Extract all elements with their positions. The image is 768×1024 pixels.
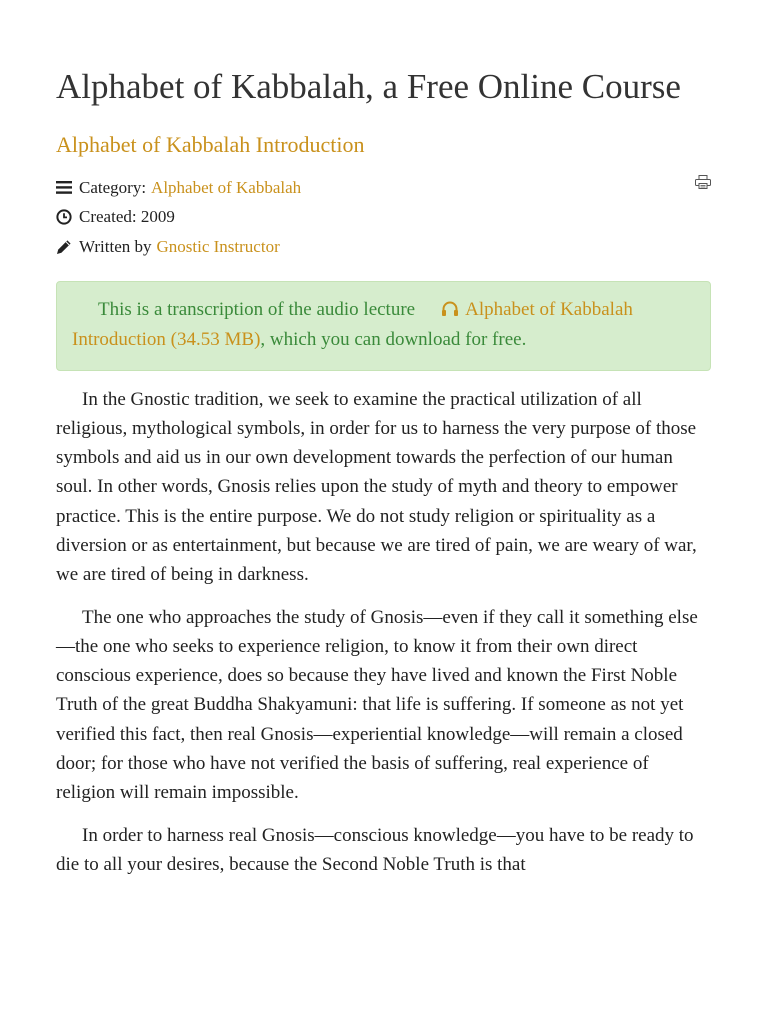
- print-icon[interactable]: [695, 175, 711, 189]
- written-label: Written by: [79, 236, 152, 256]
- article-body: [56, 385, 711, 880]
- meta-created: [56, 203, 711, 233]
- notice-text: This is a transcription of the audio lecture: [98, 298, 416, 320]
- created-label: Created: 2009: [79, 207, 175, 227]
- pencil-icon: [56, 239, 72, 255]
- meta-category: [56, 173, 711, 203]
- body-paragraph: The one who approaches the study of Gnosis—even if they call it something else—the one who seeks to experience religion, to know it from their own direct conscious experience, does so because they have lived and known the First Noble Truth of the great Buddha Shakyamuni: that life is suffering. If someone as not yet verified this fact, then real Gnosis—experiential knowledge—will remain a closed door; for those who have not verified the basis of suffering, real experience of religion will remain impossible.: [56, 606, 698, 804]
- category-label: Category:: [79, 177, 147, 197]
- body-paragraph: In order to harness real Gnosis—conscious knowledge—you have to be ready to die to all your desires, because the Second Noble Truth is that: [56, 824, 694, 875]
- author-link[interactable]: Gnostic Instructor: [156, 236, 280, 256]
- article-subtitle-link[interactable]: Alphabet of Kabbalah Introduction: [56, 132, 365, 157]
- page-title: Alphabet of Kabbalah, a Free Online Course: [56, 67, 681, 106]
- notice-text-after: , which you can download for free.: [260, 328, 527, 350]
- category-link[interactable]: Alphabet of Kabbalah: [151, 177, 302, 197]
- audio-link-text: Alphabet of Kabbalah Introduction (34.53 MB): [72, 298, 633, 350]
- article-subtitle: [56, 131, 711, 159]
- clock-icon: [56, 209, 72, 225]
- audio-notice: [56, 281, 711, 371]
- article-meta: [56, 173, 711, 262]
- headphones-icon: [441, 297, 461, 313]
- meta-author: [56, 232, 711, 262]
- list-icon: [56, 180, 72, 196]
- body-paragraph: In the Gnostic tradition, we seek to examine the practical utilization of all religious, mythological symbols, in order for us to harness the very purpose of those symbols and aid us in our own development towards the perfection of our human soul. In other words, Gnosis relies upon the study of myth and theory to empower practice. This is the entire purpose. We do not study religion or spirituality as a diversion or as entertainment, but because we are tired of pain, we are weary of war, we are tired of being in darkness.: [56, 388, 697, 586]
